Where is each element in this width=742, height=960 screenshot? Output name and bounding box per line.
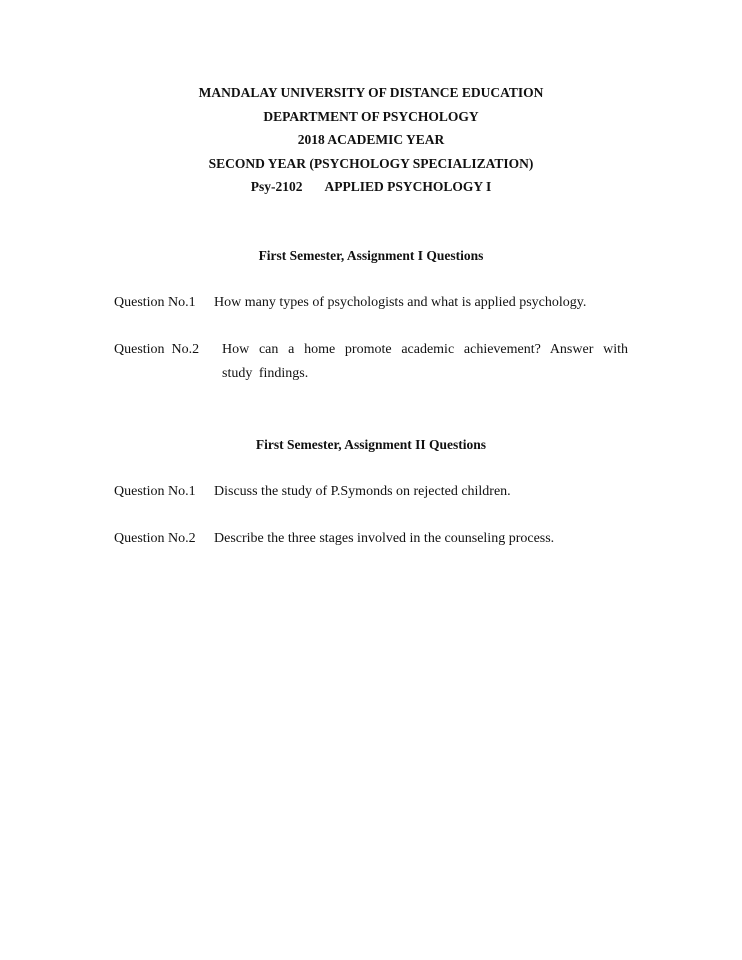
course-code: Psy-2102 (250, 179, 303, 194)
course-title: APPLIED PSYCHOLOGY I (324, 179, 492, 194)
assignment-2-question-1 (114, 480, 634, 504)
question-label: Question No.1 (114, 295, 196, 310)
question-label: Question No.2 (114, 342, 200, 357)
assignment-1-question-1 (114, 291, 634, 315)
course-line (0, 175, 742, 199)
question-text: Discuss the study of P.Symonds on rejected children. (214, 484, 511, 499)
document-header (0, 81, 742, 199)
assignment-1-title: First Semester, Assignment I Questions (258, 248, 484, 263)
question-label: Question No.2 (114, 531, 196, 546)
question-text: How many types of psychologists and what is applied psychology. (214, 295, 587, 310)
academic-year: 2018 ACADEMIC YEAR (297, 132, 445, 147)
department-name: DEPARTMENT OF PSYCHOLOGY (263, 108, 479, 124)
assignment-2-question-2 (114, 527, 634, 551)
assignment-1-question-2 (114, 338, 630, 386)
university-name: MANDALAY UNIVERSITY OF DISTANCE EDUCATION (198, 85, 544, 100)
question-text: Describe the three stages involved in the counseling process. (214, 531, 555, 546)
question-label: Question No.1 (114, 484, 196, 499)
year-specialization: SECOND YEAR (PSYCHOLOGY SPECIALIZATION) (208, 155, 534, 171)
question-text: How can a home promote academic achievement? Answer with study findings. (222, 342, 628, 381)
assignment-2-title: First Semester, Assignment II Questions (255, 437, 487, 452)
